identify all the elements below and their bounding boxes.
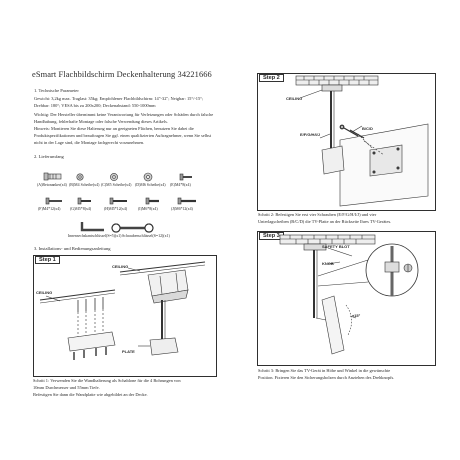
callout-plate: PLATE: [122, 349, 135, 354]
part-label: (C)M5 Scheibe(x4): [101, 183, 132, 187]
callout-ceiling: CEILING: [36, 290, 53, 295]
callout-washers: B/C/D: [362, 126, 373, 131]
part-label: (F)M4*12(x4): [38, 207, 61, 211]
document-title: eSmart Flachbildschirm Deckenhalterung 34221666: [32, 70, 212, 79]
step-3-caption: Schritt 3: Bringen Sie das TV-Gerät in Höhe und Winkel in die gewünschte: [258, 368, 391, 373]
callout-ceiling: CEILING: [112, 264, 129, 269]
step-1-caption: Schritt 1: Verwenden Sie die Wandhalterung als Schablone für die 4 Bohrungen von: [33, 378, 181, 383]
step-1-label: Step 1: [35, 256, 60, 264]
step-2-caption: Schritt 2: Befestigen Sie erst vier Schrauben (E/F/G/H/I/J) und vier: [258, 212, 377, 217]
part-label: (D)M6 Scheibe(x4): [135, 183, 166, 187]
callout-ceiling: CEILING: [286, 96, 303, 101]
part-label: (J)M6*12(x4): [171, 207, 193, 211]
step-3-caption: Position. Fixieren Sie den Sicherungsbolzen durch Anziehen des Drehknopfs.: [258, 375, 395, 380]
part-label: (B)M4 Scheibe(x4): [69, 183, 100, 187]
step-2-caption: Unterlagscheiben (B/C/D) die TV-Platte an der Rückseite Ihres TV-Gerätes.: [258, 219, 392, 224]
warning-line: Handhabung, fehlerhafte Montage oder falsche Verwendung dieses Artikels.: [34, 119, 168, 124]
tool-label: Schraubenschlüssel(S=12)(x1): [122, 234, 170, 238]
step-1-caption: Befestigen Sie dann die Wandplatte wie abgebildet an der Decke.: [33, 392, 148, 397]
specs-line-2: Drehbar: 180°; VESA bis zu 200x200; Deckenabstand: 550-1000mm: [34, 103, 156, 108]
part-label: (H)M5*12(x4): [104, 207, 128, 211]
warning-line: nicht in der Lage sind, die Montage fachgerecht vorzunehmen.: [34, 140, 145, 145]
callout-screws: E/F/G/H/I/J: [300, 132, 321, 137]
part-label: (A)Betonanker(x4): [37, 183, 67, 187]
callout-tilt-angle: ±15°: [352, 313, 361, 318]
callout-knob: KNOB: [322, 261, 334, 266]
part-label: (E)M4*8(x4): [170, 183, 191, 187]
part-label: (G)M5*8(x4): [70, 207, 92, 211]
callout-safety-bolt: SAFETY BLOT: [322, 244, 350, 249]
specs-line-1: Gewicht: 3,2kg max. Traglast: 35kg; Empfohlener Flachbildschirm: 14"-32"; Neigbar: 15°/-15°;: [34, 96, 204, 101]
step-3-label: Step 3: [259, 232, 284, 240]
warning-line: Hinweis: Montieren Sie diese Halterung nur an geeigneten Flächen, benutzen Sie dabei die: [34, 126, 194, 131]
warning-line: Produktspezifikationen und beauftragen Sie ggf. einen qualifizierten Auftragnehmer, wenn Sie selbst: [34, 133, 212, 138]
step-2-label: Step 2: [259, 74, 284, 82]
section-3-heading: 3. Installations- und Bedienungsanleitung: [34, 246, 111, 251]
step-1-caption: 10mm Durchmesser und 55mm Tiefe.: [33, 385, 100, 390]
section-2-heading: 2. Lieferumfang: [34, 154, 64, 159]
part-label: (I)M6*8(x4): [138, 207, 158, 211]
section-1-heading: 1. Technische Parameter: [34, 88, 79, 93]
tool-label: Innensechskantschlüssel(S=5)(x1): [68, 234, 122, 238]
warning-line: Wichtig: Der Hersteller übernimmt keine Verantwortung für Verletzungen oder Schäden durch falsche: [34, 112, 214, 117]
